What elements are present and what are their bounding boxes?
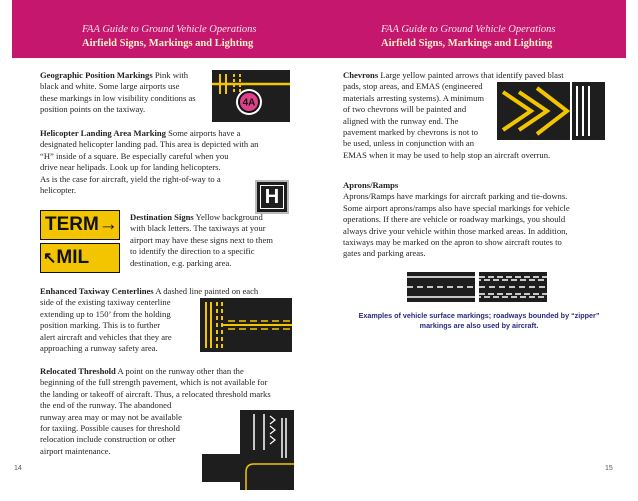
relocated-threshold-svg [202,410,294,490]
helipad-letter: H [260,185,284,209]
destination-sign-term [40,210,120,240]
heli-heading: Helicopter Landing Area Marking [40,128,166,138]
roadway-svg [407,272,475,302]
zipper-svg [479,272,547,302]
chevron-svg [497,82,605,140]
geo-heading: Geographic Position Markings [40,70,153,80]
relocated-threshold-image [202,410,294,490]
aprons-heading: Aprons/Ramps [343,180,399,190]
section-title: Airfield Signs, Markings and Lighting [82,38,254,49]
geo-marker-text: 4A [242,97,256,109]
chevron-marking-image [497,82,605,140]
dest-heading: Destination Signs [130,212,194,222]
page-number-left: 14 [14,465,22,472]
etc-paragraph: Enhanced Taxiway Centerlines A dashed line painted on each side of the existing taxiway centerline extending up to 150’ from the holding position marking. This is to further alert aircraft and vehicles that they are approaching a runway safety area. [40,286,259,354]
geo-marking-svg [212,70,290,122]
right-page [319,0,638,501]
aprons-paragraph: Aprons/Ramps Aprons/Ramps have markings for aircraft parking and tie-downs. Some airport aprons/ramps also have special markings for vehicle operations. If there are vehicle or roadway markings, you should always drive your vehicle within those marked areas. In addition, taxiways may be marked on the apron to show aircraft routes to gates and parking areas. [343,180,570,259]
destination-sign-mil [40,243,120,273]
arrow-right-icon: → [98,214,118,235]
heli-paragraph: Helicopter Landing Area Marking Some airports have a designated helicopter landing pad. This area is depicted with an “H” inside of a square. Be especially careful when you drive near helipads. Look up for landing helicopters. As is the case for aircraft, yield the right-of-way to a helicopter. [40,128,259,196]
helipad-marking-image [255,180,289,214]
reloc-heading: Relocated Threshold [40,366,116,376]
enhanced-centerline-svg [200,298,292,352]
etc-heading: Enhanced Taxiway Centerlines [40,286,154,296]
arrow-up-left-icon: ↖ [43,250,57,267]
term-sign-text: TERM [45,214,99,235]
dest-paragraph: Destination Signs Yellow background with black letters. The taxiways at your airport may have these signs next to them to identify the direction to a specific destination, e.g. parking area. [130,212,273,268]
roadway-marking-image [407,272,475,302]
guide-title: FAA Guide to Ground Vehicle Operations [381,24,556,35]
zipper-marking-image [479,272,547,302]
geo-paragraph: Geographic Position Markings Pink with black and white. Some large airports use these markings in low visibility conditions as position points on the taxiway. [40,70,196,115]
figure-caption: Examples of vehicle surface markings; roadways bounded by “zipper” markings are also used by aircraft. [358,311,600,330]
geo-position-marking-image [212,70,290,122]
enhanced-centerline-image [200,298,292,352]
page-number-right: 15 [605,465,613,472]
chevrons-heading: Chevrons [343,70,379,80]
section-title: Airfield Signs, Markings and Lighting [381,38,553,49]
reloc-paragraph: Relocated Threshold A point on the runway other than the beginning of the full strength pavement, which is not available for the landing or takeoff of aircraft. Thus, a relocated threshold marks the end of the runway. The abandoned runway area may or may not be available for taxiing. Possible causes for threshold relocation include construction or other airport maintenance. [40,366,271,456]
chevrons-paragraph: Chevrons Large yellow painted arrows that identify paved blast pads, stop areas, and EMAS (engineered materials arresting systems). A minimum of two chevrons will be painted and aligned with the runway end. The pavement marked by chevrons is not to be used, unless in conjunction with an EMAS when it may be used to help stop an aircraft overrun. [343,70,564,160]
guide-title: FAA Guide to Ground Vehicle Operations [82,24,257,35]
mil-sign-text: MIL [56,247,90,268]
